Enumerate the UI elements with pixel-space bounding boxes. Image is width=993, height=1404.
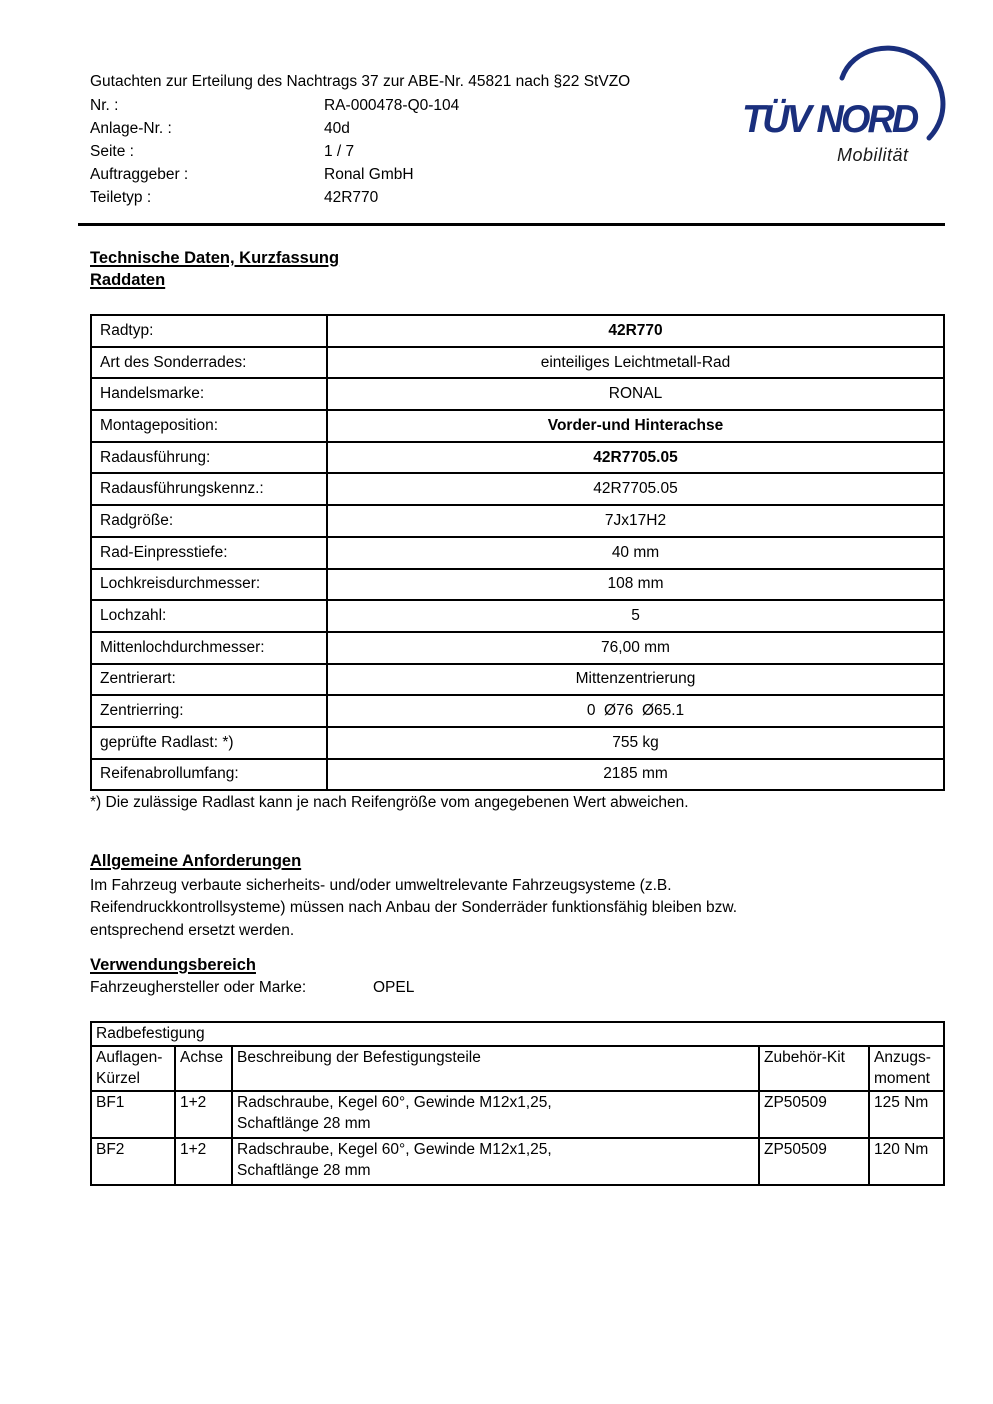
cell-anzugsmoment: 120 Nm (869, 1138, 944, 1185)
row-value: 0 Ø76 Ø65.1 (327, 695, 944, 727)
field-value: Ronal GmbH (324, 166, 414, 183)
text-line: entsprechend ersetzt werden. (90, 921, 295, 939)
header-fields (90, 94, 459, 209)
text-line: Schaftlänge 28 mm (237, 1115, 371, 1132)
row-label: Zentrierring: (91, 695, 327, 727)
cell-zubehoer-kit: ZP50509 (759, 1091, 869, 1138)
row-value: 7Jx17H2 (327, 505, 944, 537)
cell-zubehoer-kit: ZP50509 (759, 1138, 869, 1185)
field-value: 42R770 (324, 189, 379, 206)
table-row (91, 442, 944, 474)
row-value: 5 (327, 600, 944, 632)
table-row (91, 600, 944, 632)
field-value: RA-000478-Q0-104 (324, 97, 460, 114)
section-title-raddaten: Raddaten (90, 271, 166, 289)
header-field-anlage (90, 117, 459, 140)
row-label: Mittenlochdurchmesser: (91, 632, 327, 664)
table-row (91, 410, 944, 442)
table-row (91, 537, 944, 569)
row-label: Lochkreisdurchmesser: (91, 569, 327, 601)
table-row (91, 664, 944, 696)
logo-wordmark: TÜV NORD (742, 98, 917, 141)
table-row (91, 759, 944, 791)
text-line: Radschraube, Kegel 60°, Gewinde M12x1,25, (237, 1140, 552, 1158)
table-row (91, 347, 944, 379)
header-field-nr (90, 94, 459, 117)
text-line: Reifendruckkontrollsysteme) müssen nach Anbau der Sonderräder funktionsfähig bleiben bzw. (90, 899, 738, 917)
field-label: Nr. : (90, 97, 119, 114)
row-value: 42R770 (327, 315, 944, 347)
table-row-bf1 (91, 1091, 944, 1138)
cell-kuerzel: BF1 (91, 1091, 175, 1138)
text-line: Im Fahrzeug verbaute sicherheits- und/oder umweltrelevante Fahrzeugsysteme (z.B. (90, 877, 672, 894)
field-value: 40d (324, 120, 350, 137)
text-line: Radschraube, Kegel 60°, Gewinde M12x1,25, (237, 1093, 552, 1111)
row-value: 42R7705.05 (327, 442, 944, 474)
row-label: Handelsmarke: (91, 378, 327, 410)
radlast-footnote: *) Die zulässige Radlast kann je nach Reifengröße vom angegebenen Wert abweichen. (90, 794, 689, 811)
anforderungen-text (90, 875, 930, 942)
table-header-row (91, 1046, 944, 1091)
hersteller-value: OPEL (373, 979, 415, 996)
row-label: Zentrierart: (91, 664, 327, 696)
tuev-nord-logo (740, 40, 955, 180)
text-line: Schaftlänge 28 mm (237, 1162, 371, 1179)
cell-kuerzel: BF2 (91, 1138, 175, 1185)
row-label: Montageposition: (91, 410, 327, 442)
table-row (91, 695, 944, 727)
row-label: Lochzahl: (91, 600, 327, 632)
table-row (91, 378, 944, 410)
hersteller-label: Fahrzeughersteller oder Marke: (90, 979, 307, 996)
field-label: Teiletyp : (90, 189, 152, 206)
cell-achse: 1+2 (175, 1091, 232, 1138)
document-title: Gutachten zur Erteilung des Nachtrags 37 zur ABE-Nr. 45821 nach §22 StVZO (90, 73, 631, 90)
row-label: Reifenabrollumfang: (91, 759, 327, 791)
section-title-verwendungsbereich: Verwendungsbereich (90, 956, 256, 974)
table-row (91, 473, 944, 505)
row-value: Vorder-und Hinterachse (327, 410, 944, 442)
section-title-technische-daten: Technische Daten, Kurzfassung (90, 249, 340, 267)
table-row (91, 505, 944, 537)
column-header-auflagen-kuerzel: Auflagen-Kürzel (91, 1046, 175, 1091)
row-value: 40 mm (327, 537, 944, 569)
row-value: 42R7705.05 (327, 473, 944, 505)
header-field-teiletyp (90, 186, 459, 209)
row-label: Art des Sonderrades: (91, 347, 327, 379)
row-label: Radgröße: (91, 505, 327, 537)
field-value: 1 / 7 (324, 143, 355, 160)
column-header-achse: Achse (175, 1046, 232, 1091)
row-value: einteiliges Leichtmetall-Rad (327, 347, 944, 379)
table-row (91, 727, 944, 759)
table-row (91, 315, 944, 347)
cell-achse: 1+2 (175, 1138, 232, 1185)
row-label: Radausführung: (91, 442, 327, 474)
column-header-zubehoer-kit: Zubehör-Kit (759, 1046, 869, 1091)
header-divider (78, 223, 945, 226)
row-label: geprüfte Radlast: *) (91, 727, 327, 759)
section-title-allgemeine-anforderungen: Allgemeine Anforderungen (90, 852, 302, 870)
row-value: RONAL (327, 378, 944, 410)
row-value: 2185 mm (327, 759, 944, 791)
column-header-anzugsmoment: Anzugs-moment (869, 1046, 944, 1091)
row-value: 755 kg (327, 727, 944, 759)
radbefestigung-table (90, 1021, 945, 1186)
row-value: Mittenzentrierung (327, 664, 944, 696)
row-label: Radtyp: (91, 315, 327, 347)
table-row-bf2 (91, 1138, 944, 1185)
logo-division: Mobilität (837, 145, 909, 165)
column-header-beschreibung: Beschreibung der Befestigungsteile (232, 1046, 759, 1091)
row-value: 108 mm (327, 569, 944, 601)
table-caption: Radbefestigung (91, 1022, 944, 1046)
cell-beschreibung (232, 1138, 759, 1185)
raddaten-table (90, 314, 945, 791)
cell-anzugsmoment: 125 Nm (869, 1091, 944, 1138)
row-value: 76,00 mm (327, 632, 944, 664)
header-field-seite (90, 140, 459, 163)
table-caption-row (91, 1022, 944, 1046)
field-label: Anlage-Nr. : (90, 120, 172, 137)
field-label: Seite : (90, 143, 134, 160)
table-row (91, 569, 944, 601)
header-field-auftraggeber (90, 163, 459, 186)
cell-beschreibung (232, 1091, 759, 1138)
row-label: Rad-Einpresstiefe: (91, 537, 327, 569)
field-label: Auftraggeber : (90, 166, 189, 183)
row-label: Radausführungskennz.: (91, 473, 327, 505)
hersteller-line (90, 979, 590, 997)
table-row (91, 632, 944, 664)
